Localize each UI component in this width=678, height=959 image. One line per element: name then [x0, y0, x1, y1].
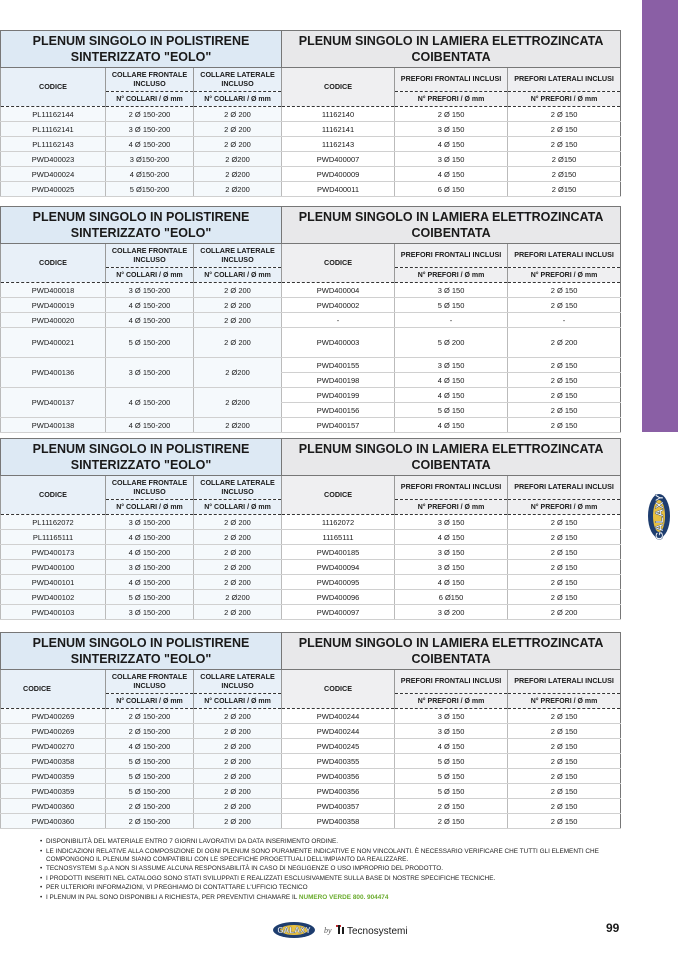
title-polistirene: PLENUM SINGOLO IN POLISTIRENE SINTERIZZATO "EOLO": [1, 31, 282, 68]
collare-laterale: 2 Ø 200: [194, 814, 282, 829]
codice-lamiera: PWD400002: [282, 298, 395, 313]
codice-lamiera: PWD400198: [282, 373, 395, 388]
title-lamiera: PLENUM SINGOLO IN LAMIERA ELETTROZINCATA COIBENTATA: [282, 31, 621, 68]
codice-polistirene: PWD400138: [1, 418, 106, 433]
prefori-frontali: 4 Ø 150: [395, 739, 508, 754]
sub-n-prefori: N° PREFORI / Ø mm: [508, 694, 621, 709]
codice-polistirene: PWD400023: [1, 152, 106, 167]
prefori-laterali: 2 Ø 150: [508, 590, 621, 605]
prefori-laterali: 2 Ø 150: [508, 107, 621, 122]
prefori-laterali: 2 Ø 200: [508, 328, 621, 358]
codice-polistirene: PWD400101: [1, 575, 106, 590]
collare-frontale: 4 Ø 150-200: [106, 739, 194, 754]
collare-frontale: 5 Ø 150-200: [106, 754, 194, 769]
codice-polistirene: PWD400137: [1, 388, 106, 418]
prefori-laterali: 2 Ø 150: [508, 814, 621, 829]
prefori-frontali: 4 Ø 150: [395, 575, 508, 590]
sub-n-collari: N° COLLARI / Ø mm: [106, 500, 194, 515]
col-collare-laterale: COLLARE LATERALE INCLUSO: [194, 476, 282, 500]
prefori-laterali: 2 Ø 150: [508, 560, 621, 575]
collare-frontale: 4 Ø 150-200: [106, 418, 194, 433]
plenum-table-2: [0, 206, 620, 433]
collare-laterale: 2 Ø 200: [194, 328, 282, 358]
table-row: [1, 418, 621, 433]
codice-lamiera: PWD400155: [282, 358, 395, 373]
prefori-frontali: 4 Ø 150: [395, 388, 508, 403]
page-number: 99: [606, 921, 620, 935]
prefori-frontali: 3 Ø 200: [395, 605, 508, 620]
prefori-frontali: 3 Ø 150: [395, 724, 508, 739]
col-codice: CODICE: [282, 244, 395, 283]
codice-polistirene: PWD400103: [1, 605, 106, 620]
prefori-laterali: 2 Ø 150: [508, 515, 621, 530]
prefori-frontali: 6 Ø150: [395, 590, 508, 605]
collare-frontale: 3 Ø 150-200: [106, 358, 194, 388]
collare-frontale: 4 Ø 150-200: [106, 313, 194, 328]
prefori-frontali: 5 Ø 150: [395, 784, 508, 799]
col-collare-laterale: COLLARE LATERALE INCLUSO: [194, 244, 282, 268]
table-row: [1, 575, 621, 590]
prefori-laterali: 2 Ø 150: [508, 418, 621, 433]
collare-frontale: 4 Ø 150-200: [106, 545, 194, 560]
collare-laterale: 2 Ø 200: [194, 298, 282, 313]
col-codice: CODICE: [282, 670, 395, 709]
prefori-laterali: -: [508, 313, 621, 328]
title-lamiera: PLENUM SINGOLO IN LAMIERA ELETTROZINCATA COIBENTATA: [282, 633, 621, 670]
table-row: [1, 709, 621, 724]
collare-frontale: 3 Ø 150-200: [106, 515, 194, 530]
col-prefori-laterali: PREFORI LATERALI INCLUSI: [508, 244, 621, 268]
collare-frontale: 4 Ø 150-200: [106, 388, 194, 418]
prefori-laterali: 2 Ø 150: [508, 283, 621, 298]
codice-lamiera: PWD400095: [282, 575, 395, 590]
prefori-frontali: 3 Ø 150: [395, 358, 508, 373]
collare-laterale: 2 Ø 200: [194, 769, 282, 784]
collare-laterale: 2 Ø200: [194, 388, 282, 418]
codice-lamiera: PWD400004: [282, 283, 395, 298]
codice-polistirene: PWD400173: [1, 545, 106, 560]
sub-n-prefori: N° PREFORI / Ø mm: [508, 92, 621, 107]
sub-n-collari: N° COLLARI / Ø mm: [106, 92, 194, 107]
collare-laterale: 2 Ø200: [194, 418, 282, 433]
codice-polistirene: PWD400102: [1, 590, 106, 605]
table-row: [1, 530, 621, 545]
codice-polistirene: PWD400359: [1, 769, 106, 784]
prefori-frontali: 2 Ø 150: [395, 799, 508, 814]
prefori-laterali: 2 Ø 150: [508, 545, 621, 560]
galaxy-side-logo: [640, 470, 678, 560]
sub-n-collari: N° COLLARI / Ø mm: [106, 268, 194, 283]
prefori-frontali: 6 Ø 150: [395, 182, 508, 197]
codice-lamiera: 11162143: [282, 137, 395, 152]
codice-lamiera: PWD400011: [282, 182, 395, 197]
codice-polistirene: PWD400025: [1, 182, 106, 197]
collare-frontale: 3 Ø 150-200: [106, 560, 194, 575]
prefori-laterali: 2 Ø 150: [508, 122, 621, 137]
col-codice: CODICE: [1, 670, 106, 709]
codice-lamiera: PWD400097: [282, 605, 395, 620]
prefori-laterali: 2 Ø150: [508, 167, 621, 182]
collare-laterale: 2 Ø 200: [194, 575, 282, 590]
codice-lamiera: PWD400199: [282, 388, 395, 403]
prefori-laterali: 2 Ø150: [508, 152, 621, 167]
codice-polistirene: PWD400020: [1, 313, 106, 328]
prefori-frontali: 5 Ø 150: [395, 754, 508, 769]
sub-n-collari: N° COLLARI / Ø mm: [194, 268, 282, 283]
codice-lamiera: PWD400007: [282, 152, 395, 167]
numero-verde: NUMERO VERDE 800. 904474: [298, 893, 389, 901]
codice-polistirene: PWD400136: [1, 358, 106, 388]
collare-frontale: 4 Ø150-200: [106, 167, 194, 182]
prefori-laterali: 2 Ø 150: [508, 373, 621, 388]
codice-lamiera: PWD400244: [282, 724, 395, 739]
sub-n-prefori: N° PREFORI / Ø mm: [395, 92, 508, 107]
sub-n-collari: N° COLLARI / Ø mm: [194, 500, 282, 515]
note-item: • LE INDICAZIONI RELATIVE ALLA COMPOSIZIONE DI OGNI PLENUM SONO PURAMENTE INDICATIVE E NON VINCOLANTI. È NECESSARIO VERIFICARE CHE TUTTI GLI ELEMENTI CHE COMPONGONO IL PLENUM SIANO COMPATIBILI CON LE SPECIFICHE PROGETTUALI DELL'IMPIANTO DA REALIZZARE.: [40, 848, 640, 864]
codice-lamiera: PWD400003: [282, 328, 395, 358]
prefori-laterali: 2 Ø 150: [508, 739, 621, 754]
prefori-frontali: 3 Ø 150: [395, 152, 508, 167]
col-codice: CODICE: [282, 68, 395, 107]
collare-frontale: 2 Ø 150-200: [106, 814, 194, 829]
codice-polistirene: PWD400360: [1, 799, 106, 814]
codice-polistirene: PWD400359: [1, 784, 106, 799]
galaxy-tecnosystemi-logo: [272, 920, 412, 940]
col-codice: CODICE: [1, 244, 106, 283]
prefori-frontali: 3 Ø 150: [395, 560, 508, 575]
prefori-laterali: 2 Ø 150: [508, 784, 621, 799]
table-row: [1, 545, 621, 560]
codice-polistirene: PWD400024: [1, 167, 106, 182]
codice-lamiera: PWD400157: [282, 418, 395, 433]
collare-laterale: 2 Ø 200: [194, 107, 282, 122]
table-row: [1, 107, 621, 122]
plenum-table-1: [0, 30, 620, 197]
codice-lamiera: PWD400009: [282, 167, 395, 182]
codice-polistirene: PWD400358: [1, 754, 106, 769]
collare-laterale: 2 Ø 200: [194, 545, 282, 560]
collare-laterale: 2 Ø 200: [194, 754, 282, 769]
prefori-frontali: 5 Ø 150: [395, 298, 508, 313]
collare-frontale: 2 Ø 150-200: [106, 724, 194, 739]
sub-n-collari: N° COLLARI / Ø mm: [194, 92, 282, 107]
collare-laterale: 2 Ø 200: [194, 739, 282, 754]
codice-lamiera: 11162140: [282, 107, 395, 122]
codice-polistirene: PL11162144: [1, 107, 106, 122]
collare-laterale: 2 Ø 200: [194, 709, 282, 724]
note-item: • DISPONIBILITÀ DEL MATERIALE ENTRO 7 GIORNI LAVORATIVI DA DATA INSERIMENTO ORDINE.: [40, 838, 640, 846]
collare-frontale: 2 Ø 150-200: [106, 709, 194, 724]
codice-lamiera: 11162072: [282, 515, 395, 530]
prefori-laterali: 2 Ø 200: [508, 605, 621, 620]
codice-polistirene: PWD400019: [1, 298, 106, 313]
prefori-laterali: 2 Ø 150: [508, 530, 621, 545]
sub-n-prefori: N° PREFORI / Ø mm: [508, 500, 621, 515]
prefori-laterali: 2 Ø 150: [508, 769, 621, 784]
col-prefori-frontali: PREFORI FRONTALI INCLUSI: [395, 244, 508, 268]
note-item: • I PRODOTTI INSERITI NEL CATALOGO SONO STATI SVILUPPATI E REALIZZATI ESCLUSIVAMENTE SULLA BASE DI NOSTRE SPECIFICHE TECNICHE.: [40, 875, 640, 883]
collare-laterale: 2 Ø 200: [194, 313, 282, 328]
codice-lamiera: PWD400357: [282, 799, 395, 814]
prefori-frontali: 4 Ø 150: [395, 530, 508, 545]
galaxy-side-text: GALAXY: [654, 494, 666, 540]
collare-laterale: 2 Ø200: [194, 590, 282, 605]
title-polistirene: PLENUM SINGOLO IN POLISTIRENE SINTERIZZATO "EOLO": [1, 207, 282, 244]
collare-laterale: 2 Ø200: [194, 152, 282, 167]
prefori-frontali: 3 Ø 150: [395, 283, 508, 298]
title-lamiera: PLENUM SINGOLO IN LAMIERA ELETTROZINCATA COIBENTATA: [282, 207, 621, 244]
sub-n-prefori: N° PREFORI / Ø mm: [395, 500, 508, 515]
codice-lamiera: -: [282, 313, 395, 328]
collare-laterale: 2 Ø200: [194, 182, 282, 197]
prefori-frontali: -: [395, 313, 508, 328]
prefori-frontali: 2 Ø 150: [395, 107, 508, 122]
prefori-laterali: 2 Ø 150: [508, 388, 621, 403]
table-row: [1, 814, 621, 829]
sub-n-prefori: N° PREFORI / Ø mm: [395, 268, 508, 283]
table-row: [1, 754, 621, 769]
collare-frontale: 4 Ø 150-200: [106, 137, 194, 152]
prefori-frontali: 4 Ø 150: [395, 418, 508, 433]
note-item-pal: [40, 894, 640, 902]
prefori-laterali: 2 Ø 150: [508, 754, 621, 769]
col-codice: CODICE: [282, 476, 395, 515]
prefori-frontali: 5 Ø 150: [395, 769, 508, 784]
prefori-frontali: 3 Ø 150: [395, 515, 508, 530]
collare-laterale: 2 Ø200: [194, 167, 282, 182]
collare-frontale: 2 Ø 150-200: [106, 107, 194, 122]
codice-lamiera: 11162141: [282, 122, 395, 137]
sub-n-prefori: N° PREFORI / Ø mm: [508, 268, 621, 283]
collare-laterale: 2 Ø 200: [194, 283, 282, 298]
col-prefori-frontali: PREFORI FRONTALI INCLUSI: [395, 476, 508, 500]
prefori-laterali: 2 Ø 150: [508, 799, 621, 814]
codice-polistirene: PWD400100: [1, 560, 106, 575]
col-prefori-frontali: PREFORI FRONTALI INCLUSI: [395, 68, 508, 92]
codice-polistirene: PL11165111: [1, 530, 106, 545]
codice-lamiera: 11165111: [282, 530, 395, 545]
codice-polistirene: PWD400018: [1, 283, 106, 298]
collare-laterale: 2 Ø 200: [194, 724, 282, 739]
table-row: [1, 182, 621, 197]
collare-frontale: 5 Ø150-200: [106, 182, 194, 197]
col-codice: CODICE: [1, 476, 106, 515]
collare-frontale: 3 Ø 150-200: [106, 283, 194, 298]
prefori-laterali: 2 Ø 150: [508, 137, 621, 152]
collare-laterale: 2 Ø 200: [194, 137, 282, 152]
table-row: [1, 122, 621, 137]
codice-polistirene: PWD400269: [1, 724, 106, 739]
prefori-frontali: 2 Ø 150: [395, 814, 508, 829]
codice-polistirene: PWD400269: [1, 709, 106, 724]
codice-lamiera: PWD400245: [282, 739, 395, 754]
by-text: by: [324, 926, 332, 935]
collare-laterale: 2 Ø200: [194, 358, 282, 388]
table-row: [1, 784, 621, 799]
collare-frontale: 4 Ø 150-200: [106, 298, 194, 313]
col-collare-laterale: COLLARE LATERALE INCLUSO: [194, 68, 282, 92]
col-codice: CODICE: [1, 68, 106, 107]
collare-laterale: 2 Ø 200: [194, 530, 282, 545]
table-row: [1, 724, 621, 739]
table-row: [1, 590, 621, 605]
table-row: [1, 388, 621, 403]
codice-lamiera: PWD400358: [282, 814, 395, 829]
prefori-frontali: 4 Ø 150: [395, 373, 508, 388]
prefori-laterali: 2 Ø 150: [508, 358, 621, 373]
prefori-laterali: 2 Ø 150: [508, 298, 621, 313]
col-collare-laterale: COLLARE LATERALE INCLUSO: [194, 670, 282, 694]
codice-lamiera: PWD400094: [282, 560, 395, 575]
table-row: [1, 298, 621, 313]
codice-lamiera: PWD400355: [282, 754, 395, 769]
title-lamiera: PLENUM SINGOLO IN LAMIERA ELETTROZINCATA COIBENTATA: [282, 439, 621, 476]
sub-n-collari: N° COLLARI / Ø mm: [106, 694, 194, 709]
sub-n-prefori: N° PREFORI / Ø mm: [395, 694, 508, 709]
codice-polistirene: PWD400270: [1, 739, 106, 754]
tecnosystemi-text: Tecnosystemi: [347, 926, 408, 937]
prefori-frontali: 3 Ø 150: [395, 709, 508, 724]
galaxy-text: GALAXY: [277, 926, 311, 935]
table-row: [1, 167, 621, 182]
col-collare-frontale: COLLARE FRONTALE INCLUSO: [106, 476, 194, 500]
prefori-frontali: 3 Ø 150: [395, 545, 508, 560]
prefori-laterali: 2 Ø 150: [508, 403, 621, 418]
table-row: [1, 283, 621, 298]
codice-lamiera: PWD400244: [282, 709, 395, 724]
table-row: [1, 799, 621, 814]
collare-frontale: 2 Ø 150-200: [106, 799, 194, 814]
codice-polistirene: PL11162141: [1, 122, 106, 137]
codice-lamiera: PWD400096: [282, 590, 395, 605]
title-polistirene: PLENUM SINGOLO IN POLISTIRENE SINTERIZZATO "EOLO": [1, 633, 282, 670]
prefori-laterali: 2 Ø 150: [508, 724, 621, 739]
table-row: [1, 358, 621, 373]
codice-lamiera: PWD400185: [282, 545, 395, 560]
prefori-laterali: 2 Ø 150: [508, 709, 621, 724]
prefori-frontali: 4 Ø 150: [395, 137, 508, 152]
collare-frontale: 3 Ø150-200: [106, 152, 194, 167]
table-row: [1, 152, 621, 167]
table-row: [1, 605, 621, 620]
table-row: [1, 328, 621, 358]
collare-frontale: 4 Ø 150-200: [106, 575, 194, 590]
codice-polistirene: PWD400360: [1, 814, 106, 829]
col-prefori-laterali: PREFORI LATERALI INCLUSI: [508, 476, 621, 500]
col-prefori-laterali: PREFORI LATERALI INCLUSI: [508, 68, 621, 92]
prefori-laterali: 2 Ø150: [508, 182, 621, 197]
note-pal-text: I PLENUM IN PAL SONO DISPONIBILI A RICHIESTA, PER PREVENTIVI CHIAMARE IL: [46, 893, 298, 901]
notes-list: [40, 838, 640, 903]
table-row: [1, 560, 621, 575]
col-prefori-laterali: PREFORI LATERALI INCLUSI: [508, 670, 621, 694]
collare-laterale: 2 Ø 200: [194, 605, 282, 620]
collare-laterale: 2 Ø 200: [194, 122, 282, 137]
note-item: • TECNOSYSTEMI S.p.A NON SI ASSUME ALCUNA RESPONSABILITÀ IN CASO DI NEGLIGENZE O USO IMPROPRIO DEL PRODOTTO.: [40, 865, 640, 873]
sub-n-collari: N° COLLARI / Ø mm: [194, 694, 282, 709]
collare-frontale: 4 Ø 150-200: [106, 530, 194, 545]
col-collare-frontale: COLLARE FRONTALE INCLUSO: [106, 670, 194, 694]
codice-lamiera: PWD400356: [282, 784, 395, 799]
title-polistirene: PLENUM SINGOLO IN POLISTIRENE SINTERIZZATO "EOLO": [1, 439, 282, 476]
collare-frontale: 5 Ø 150-200: [106, 590, 194, 605]
table-row: [1, 313, 621, 328]
collare-laterale: 2 Ø 200: [194, 799, 282, 814]
collare-frontale: 5 Ø 150-200: [106, 784, 194, 799]
collare-laterale: 2 Ø 200: [194, 560, 282, 575]
codice-lamiera: PWD400156: [282, 403, 395, 418]
prefori-frontali: 4 Ø 150: [395, 167, 508, 182]
table-row: [1, 739, 621, 754]
col-prefori-frontali: PREFORI FRONTALI INCLUSI: [395, 670, 508, 694]
note-item: • PER ULTERIORI INFORMAZIONI, VI PREGHIAMO DI CONTATTARE L'UFFICIO TECNICO: [40, 884, 640, 892]
table-row: [1, 137, 621, 152]
table-row: [1, 515, 621, 530]
prefori-laterali: 2 Ø 150: [508, 575, 621, 590]
collare-frontale: 5 Ø 150-200: [106, 328, 194, 358]
col-collare-frontale: COLLARE FRONTALE INCLUSO: [106, 244, 194, 268]
prefori-frontali: 5 Ø 150: [395, 403, 508, 418]
codice-polistirene: PL11162072: [1, 515, 106, 530]
side-color-tab: [642, 0, 678, 432]
codice-polistirene: PWD400021: [1, 328, 106, 358]
codice-lamiera: PWD400356: [282, 769, 395, 784]
collare-frontale: 5 Ø 150-200: [106, 769, 194, 784]
prefori-frontali: 3 Ø 150: [395, 122, 508, 137]
codice-polistirene: PL11162143: [1, 137, 106, 152]
collare-frontale: 3 Ø 150-200: [106, 122, 194, 137]
collare-laterale: 2 Ø 200: [194, 784, 282, 799]
plenum-table-4: [0, 632, 620, 829]
collare-frontale: 3 Ø 150-200: [106, 605, 194, 620]
plenum-table-3: [0, 438, 620, 620]
col-collare-frontale: COLLARE FRONTALE INCLUSO: [106, 68, 194, 92]
prefori-frontali: 5 Ø 200: [395, 328, 508, 358]
table-row: [1, 769, 621, 784]
collare-laterale: 2 Ø 200: [194, 515, 282, 530]
